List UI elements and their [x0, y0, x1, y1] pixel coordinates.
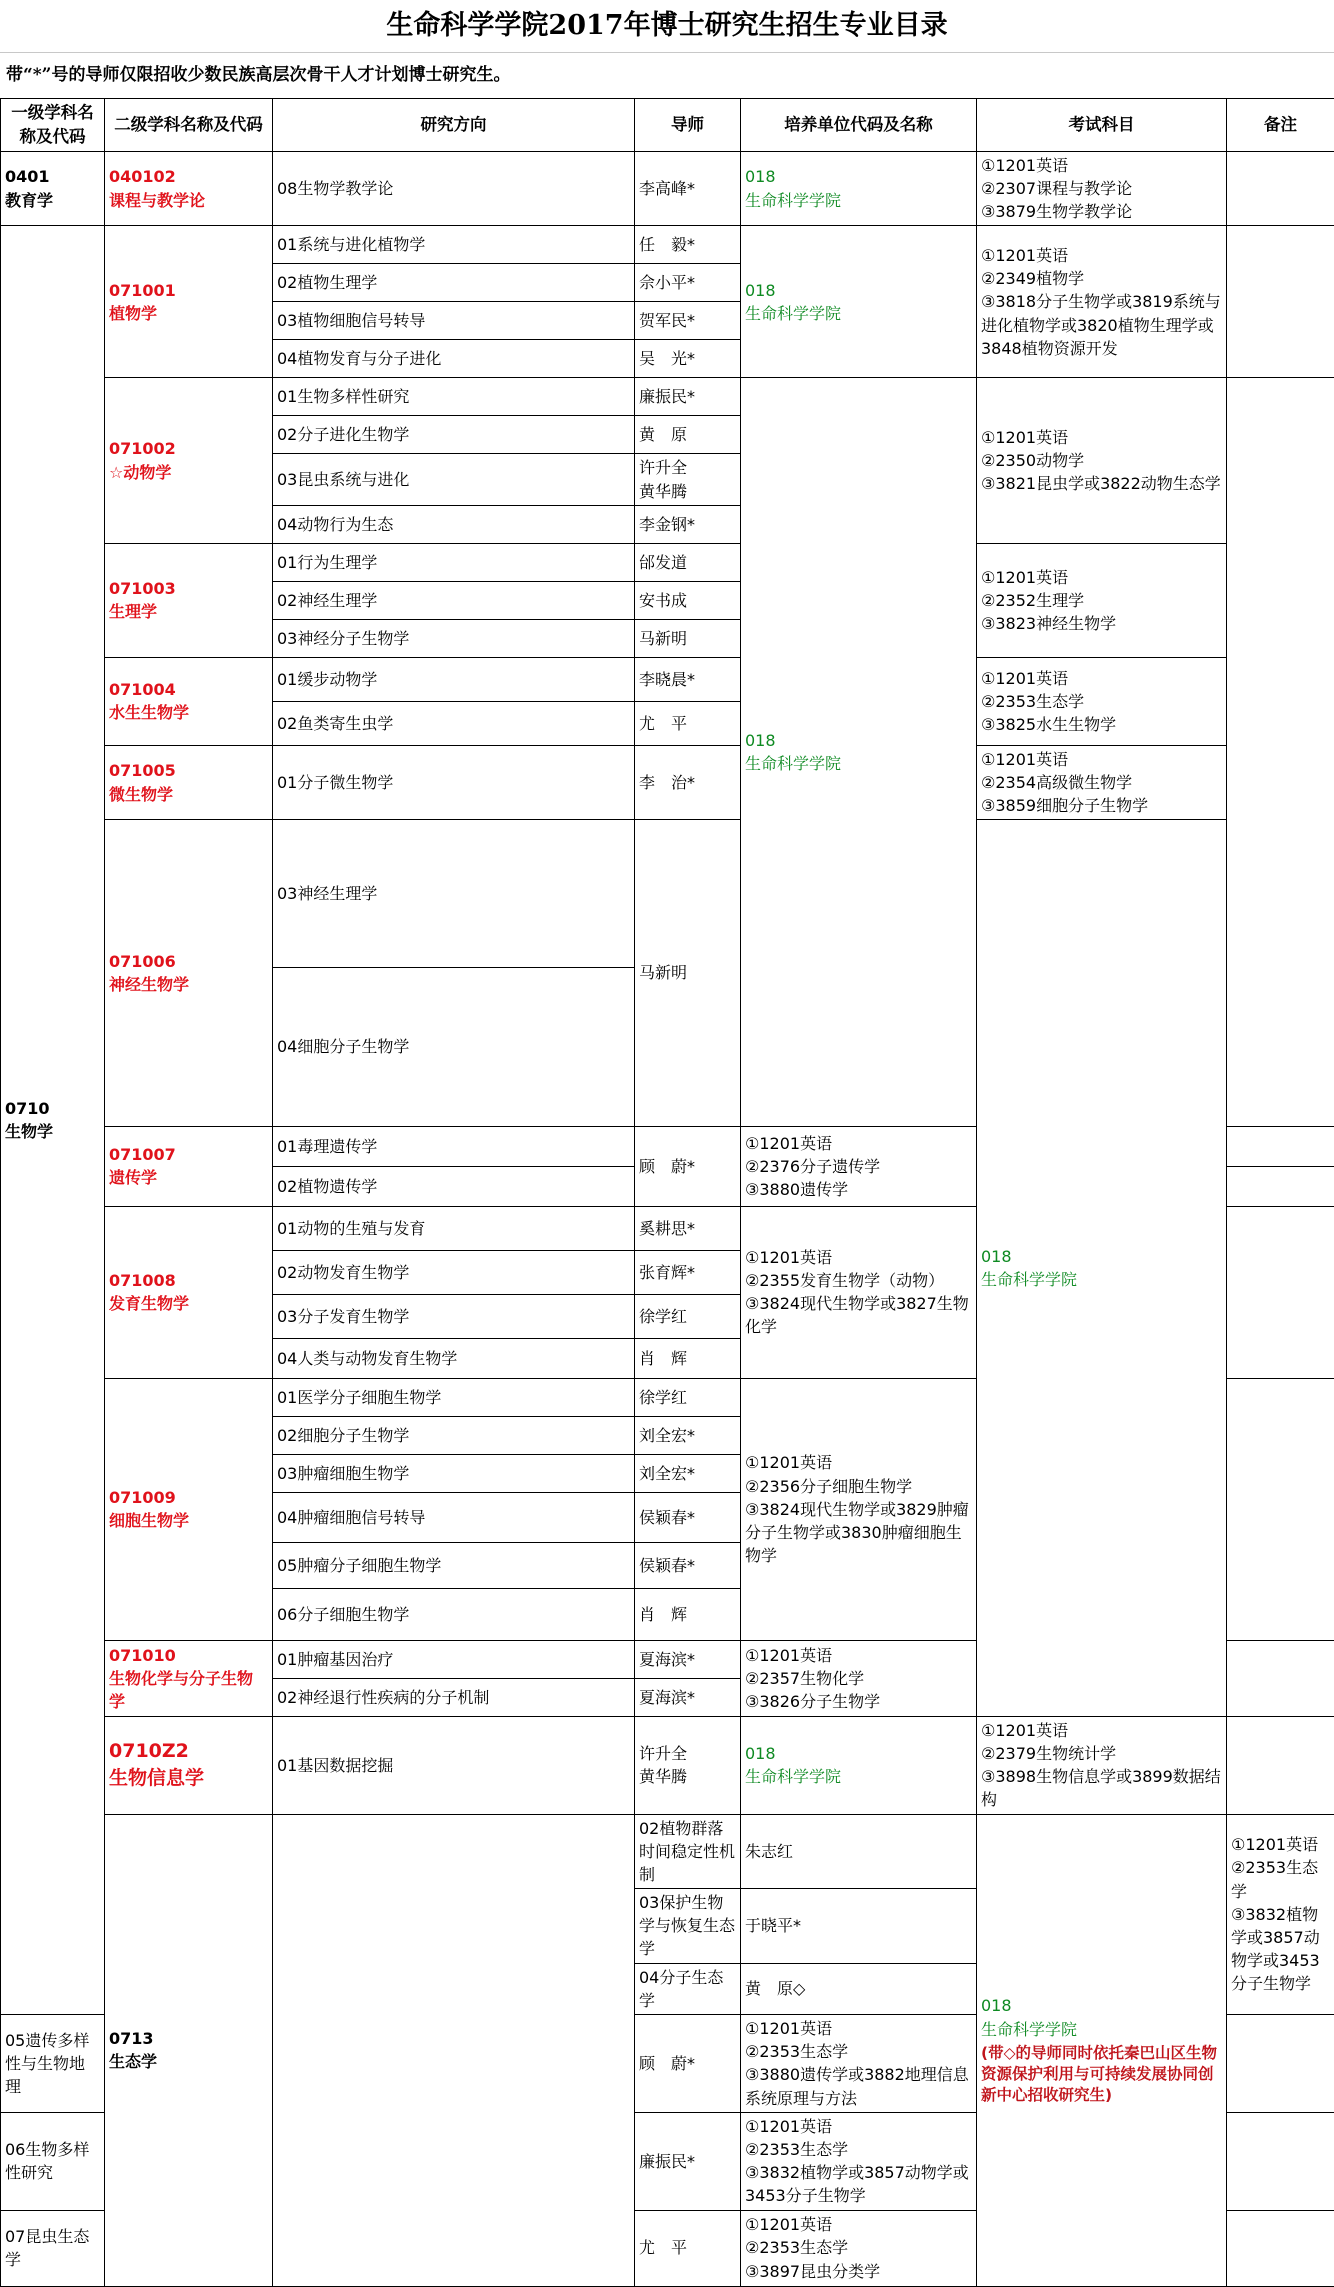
remark-cell — [1227, 151, 1334, 226]
tutor-cell: 朱志红 — [741, 1814, 977, 1889]
exam-cell: ①1201英语 ②2353生态学 ③3880遗传学或3882地理信息系统原理与方法 — [741, 2015, 977, 2113]
remark-cell — [1227, 226, 1334, 378]
tutor-cell: 刘全宏* — [635, 1454, 741, 1492]
direction-cell: 06分子细胞生物学 — [273, 1588, 635, 1640]
tutor-cell: 黄 原 — [635, 416, 741, 454]
direction-cell: 01医学分子细胞生物学 — [273, 1378, 635, 1416]
tutor-cell: 邰发道 — [635, 543, 741, 581]
remark-cell — [1227, 1378, 1334, 1640]
direction-cell: 03神经生理学 — [273, 820, 635, 968]
tutor-cell: 顾 蔚* — [635, 1126, 741, 1206]
direction-cell: 02神经生理学 — [273, 581, 635, 619]
remark-cell — [1227, 2112, 1334, 2210]
unit-note: (带◇的导师同时依托秦巴山区生物资源保护利用与可持续发展协同创新中心招收研究生) — [981, 2043, 1222, 2106]
subdiscipline-071003: 071003 生理学 — [105, 543, 273, 657]
tutor-cell: 侯颖春* — [635, 1492, 741, 1542]
direction-cell: 02细胞分子生物学 — [273, 1416, 635, 1454]
exam-cell: ①1201英语 ②2353生态学 ③3832植物学或3857动物学或3453分子生物学 — [1227, 1814, 1334, 2015]
tutor-cell: 顾 蔚* — [635, 2015, 741, 2113]
direction-cell: 08生物学教学论 — [273, 151, 635, 226]
tutor-cell: 张育辉* — [635, 1250, 741, 1294]
remark-cell — [1227, 2015, 1334, 2113]
header-remark: 备注 — [1227, 99, 1334, 152]
tutor-cell: 马新明 — [635, 820, 741, 1126]
direction-cell: 01系统与进化植物学 — [273, 226, 635, 264]
remark-cell — [1227, 378, 1334, 1126]
tutor-cell: 侯颖春* — [635, 1542, 741, 1588]
header-subdiscipline: 二级学科名称及代码 — [105, 99, 273, 152]
exam-cell: ①1201英语 ②2353生态学 ③3832植物学或3857动物学或3453分子生物学 — [741, 2112, 977, 2210]
exam-cell: ①1201英语 ②2349植物学 ③3818分子生物学或3819系统与进化植物学或3820植物生理学或3848植物资源开发 — [977, 226, 1227, 378]
exam-cell: ①1201英语 ②2355发育生物学（动物） ③3824现代生物学或3827生物化学 — [741, 1206, 977, 1378]
tutor-cell: 夏海滨* — [635, 1640, 741, 1678]
direction-cell: 03昆虫系统与进化 — [273, 454, 635, 505]
tutor-cell: 贺军民* — [635, 302, 741, 340]
tutor-cell: 李晓晨* — [635, 657, 741, 701]
unit-cell: 018 生命科学学院 — [741, 226, 977, 378]
tutor-cell: 安书成 — [635, 581, 741, 619]
remark-cell — [1227, 1126, 1334, 1166]
direction-cell: 01行为生理学 — [273, 543, 635, 581]
direction-cell: 07昆虫生态学 — [1, 2210, 105, 2286]
direction-cell: 02分子进化生物学 — [273, 416, 635, 454]
direction-cell: 01生物多样性研究 — [273, 378, 635, 416]
tutor-cell: 肖 辉 — [635, 1338, 741, 1378]
subdiscipline-071010: 071010 生物化学与分子生物学 — [105, 1640, 273, 1716]
direction-cell: 01毒理遗传学 — [273, 1126, 635, 1166]
unit-cell: 018 生命科学学院 — [741, 378, 977, 1126]
exam-cell: ①1201英语 ②2376分子遗传学 ③3880遗传学 — [741, 1126, 977, 1206]
direction-cell: 03肿瘤细胞生物学 — [273, 1454, 635, 1492]
tutor-cell: 奚耕思* — [635, 1206, 741, 1250]
remark-cell — [1227, 1716, 1334, 1814]
exam-cell: ①1201英语 ②2379生物统计学 ③3898生物信息学或3899数据结构 — [977, 1716, 1227, 1814]
direction-cell: 03神经分子生物学 — [273, 619, 635, 657]
direction-cell: 02植物遗传学 — [273, 1166, 635, 1206]
tutor-cell: 任 毅* — [635, 226, 741, 264]
remark-cell — [1227, 1166, 1334, 1206]
subdiscipline-071001: 071001 植物学 — [105, 226, 273, 378]
subdiscipline-071002: 071002 ☆动物学 — [105, 378, 273, 543]
tutor-cell: 尤 平 — [635, 701, 741, 745]
unit-cell: 018 生命科学学院 — [741, 1716, 977, 1814]
tutor-cell: 夏海滨* — [635, 1678, 741, 1716]
subdiscipline-blank — [273, 1814, 635, 2286]
header-exam: 考试科目 — [977, 99, 1227, 152]
subdiscipline-0710Z2: 0710Z2 生物信息学 — [105, 1716, 273, 1814]
direction-cell: 02鱼类寄生虫学 — [273, 701, 635, 745]
direction-cell: 04植物发育与分子进化 — [273, 340, 635, 378]
direction-cell: 01动物的生殖与发育 — [273, 1206, 635, 1250]
exam-cell: ①1201英语 ②2353生态学 ③3897昆虫分类学 — [741, 2210, 977, 2286]
tutor-cell: 吴 光* — [635, 340, 741, 378]
exam-cell: ①1201英语 ②2357生物化学 ③3826分子生物学 — [741, 1640, 977, 1716]
header-note: 带“*”号的导师仅限招收少数民族高层次骨干人才计划博士研究生。 — [6, 60, 510, 90]
header-direction: 研究方向 — [273, 99, 635, 152]
tutor-cell: 许升全 黄华腾 — [635, 1716, 741, 1814]
unit-cell: 018 生命科学学院 — [977, 820, 1227, 1716]
tutor-cell: 徐学红 — [635, 1294, 741, 1338]
discipline-0710: 0710 生物学 — [1, 226, 105, 2015]
subdiscipline-071009: 071009 细胞生物学 — [105, 1378, 273, 1640]
direction-cell: 03分子发育生物学 — [273, 1294, 635, 1338]
unit-cell: 018 生命科学学院 (带◇的导师同时依托秦巴山区生物资源保护利用与可持续发展协同创新中心招收研究生) — [977, 1814, 1227, 2286]
direction-cell: 05肿瘤分子细胞生物学 — [273, 1542, 635, 1588]
subdiscipline-071008: 071008 发育生物学 — [105, 1206, 273, 1378]
direction-cell: 01分子微生物学 — [273, 745, 635, 820]
tutor-cell: 徐学红 — [635, 1378, 741, 1416]
catalog-table — [0, 98, 1334, 2287]
subdiscipline-071004: 071004 水生生物学 — [105, 657, 273, 745]
discipline-0401: 0401 教育学 — [1, 151, 105, 226]
exam-cell: ①1201英语 ②2352生理学 ③3823神经生物学 — [977, 543, 1227, 657]
subdiscipline-040102: 040102 课程与教学论 — [105, 151, 273, 226]
direction-cell: 06生物多样性研究 — [1, 2112, 105, 2210]
direction-cell: 03植物细胞信号转导 — [273, 302, 635, 340]
subdiscipline-071007: 071007 遗传学 — [105, 1126, 273, 1206]
tutor-cell: 黄 原◇ — [741, 1963, 977, 2014]
tutor-cell: 李 治* — [635, 745, 741, 820]
subdiscipline-071006: 071006 神经生物学 — [105, 820, 273, 1126]
direction-cell: 02动物发育生物学 — [273, 1250, 635, 1294]
direction-cell: 04动物行为生态 — [273, 505, 635, 543]
tutor-cell: 刘全宏* — [635, 1416, 741, 1454]
tutor-cell: 于晓平* — [741, 1889, 977, 1964]
exam-cell: ①1201英语 ②2307课程与教学论 ③3879生物学教学论 — [977, 151, 1227, 226]
exam-cell: ①1201英语 ②2353生态学 ③3825水生生物学 — [977, 657, 1227, 745]
exam-cell: ①1201英语 ②2354高级微生物学 ③3859细胞分子生物学 — [977, 745, 1227, 820]
direction-cell: 02植物生理学 — [273, 264, 635, 302]
discipline-0713: 0713 生态学 — [105, 1814, 273, 2286]
page-title: 生命科学学院2017年博士研究生招生专业目录 — [0, 0, 1334, 53]
header-unit: 培养单位代码及名称 — [741, 99, 977, 152]
tutor-cell: 李金钢* — [635, 505, 741, 543]
tutor-cell: 廉振民* — [635, 378, 741, 416]
tutor-cell: 肖 辉 — [635, 1588, 741, 1640]
tutor-cell: 廉振民* — [635, 2112, 741, 2210]
tutor-cell: 佘小平* — [635, 264, 741, 302]
remark-cell — [1227, 2210, 1334, 2286]
direction-cell: 01缓步动物学 — [273, 657, 635, 701]
tutor-cell: 李高峰* — [635, 151, 741, 226]
unit-cell: 018 生命科学学院 — [741, 151, 977, 226]
header-discipline: 一级学科名称及代码 — [1, 99, 105, 152]
direction-cell: 04人类与动物发育生物学 — [273, 1338, 635, 1378]
direction-cell: 01肿瘤基因治疗 — [273, 1640, 635, 1678]
subdiscipline-071005: 071005 微生物学 — [105, 745, 273, 820]
exam-cell: ①1201英语 ②2356分子细胞生物学 ③3824现代生物学或3829肿瘤分子生物学或3830肿瘤细胞生物学 — [741, 1378, 977, 1640]
direction-cell: 01基因数据挖掘 — [273, 1716, 635, 1814]
exam-cell: ①1201英语 ②2350动物学 ③3821昆虫学或3822动物生态学 — [977, 378, 1227, 543]
remark-cell — [1227, 1640, 1334, 1716]
remark-cell — [1227, 1206, 1334, 1378]
direction-cell: 05遗传多样性与生物地理 — [1, 2015, 105, 2113]
direction-cell: 04细胞分子生物学 — [273, 968, 635, 1127]
header-tutor: 导师 — [635, 99, 741, 152]
tutor-cell: 马新明 — [635, 619, 741, 657]
direction-cell: 02植物群落时间稳定性机制 — [635, 1814, 741, 1889]
direction-cell: 02神经退行性疾病的分子机制 — [273, 1678, 635, 1716]
direction-cell: 03保护生物学与恢复生态学 — [635, 1889, 741, 1964]
direction-cell: 04肿瘤细胞信号转导 — [273, 1492, 635, 1542]
direction-cell: 04分子生态学 — [635, 1963, 741, 2014]
tutor-cell: 尤 平 — [635, 2210, 741, 2286]
tutor-cell: 许升全 黄华腾 — [635, 454, 741, 505]
